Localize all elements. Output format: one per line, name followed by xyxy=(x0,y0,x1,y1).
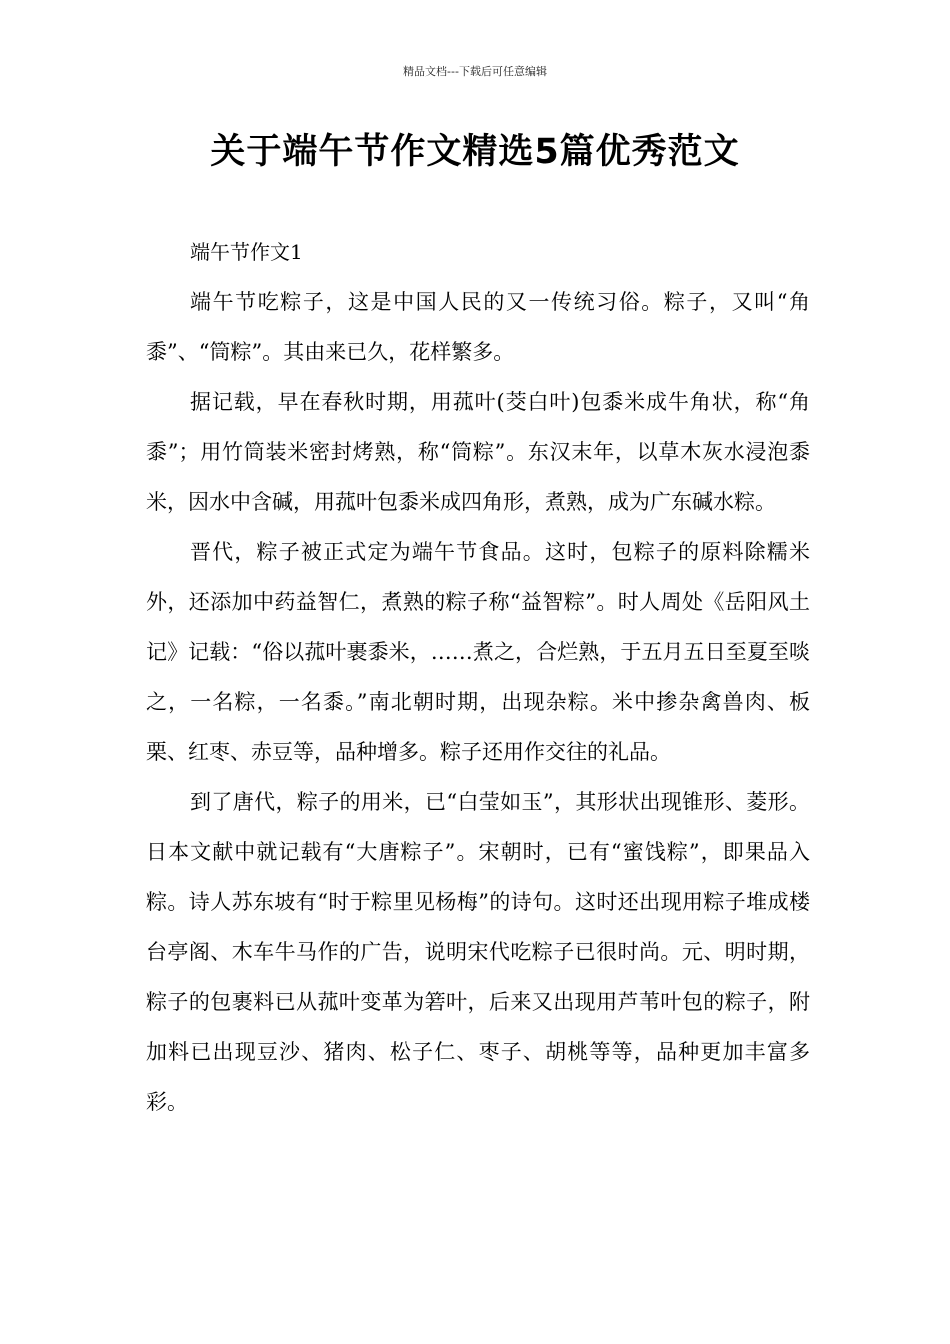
paragraph-1: 端午节吃粽子，这是中国人民的又一传统习俗。粽子，又叫“角黍”、“筒粽”。其由来已久，花样繁多。 xyxy=(146,290,810,364)
document-body xyxy=(146,227,810,1127)
paragraph-3: 晋代，粽子被正式定为端午节食品。这时，包粽子的原料除糯米外，还添加中药益智仁，煮熟的粽子称“益智粽”。时人周处《岳阳风土记》记载：“俗以菰叶裹黍米，……煮之，合烂熟，于五月五日至夏至啖之，一名粽，一名黍。”南北朝时期，出现杂粽。米中掺杂禽兽肉、板栗、红枣、赤豆等，品种增多。粽子还用作交往的礼品。 xyxy=(146,540,810,764)
paragraph-4: 到了唐代，粽子的用米，已“白莹如玉”，其形状出现锥形、菱形。日本文献中就记载有“大唐粽子”。宋朝时，已有“蜜饯粽”，即果品入粽。诗人苏东坡有“时于粽里见杨梅”的诗句。这时还出现用粽子堆成楼台亭阁、木车牛马作的广告，说明宋代吃粽子已很时尚。元、明时期，粽子的包裹料已从菰叶变革为箬叶，后来又出现用芦苇叶包的粽子，附加料已出现豆沙、猪肉、松子仁、枣子、胡桃等等，品种更加丰富多彩。 xyxy=(146,790,810,1114)
page-title: 关于端午节作文精选5篇优秀范文 xyxy=(210,132,740,172)
paragraph-2: 据记载，早在春秋时期，用菰叶(茭白叶)包黍米成牛角状，称“角黍”；用竹筒装米密封烤熟，称“筒粽”。东汉末年，以草木灰水浸泡黍米，因水中含碱，用菰叶包黍米成四角形，煮熟，成为广东碱水粽。 xyxy=(146,390,810,514)
header-note: 精品文档---下载后可任意编辑 xyxy=(403,65,547,78)
section-heading: 端午节作文1 xyxy=(190,240,303,264)
